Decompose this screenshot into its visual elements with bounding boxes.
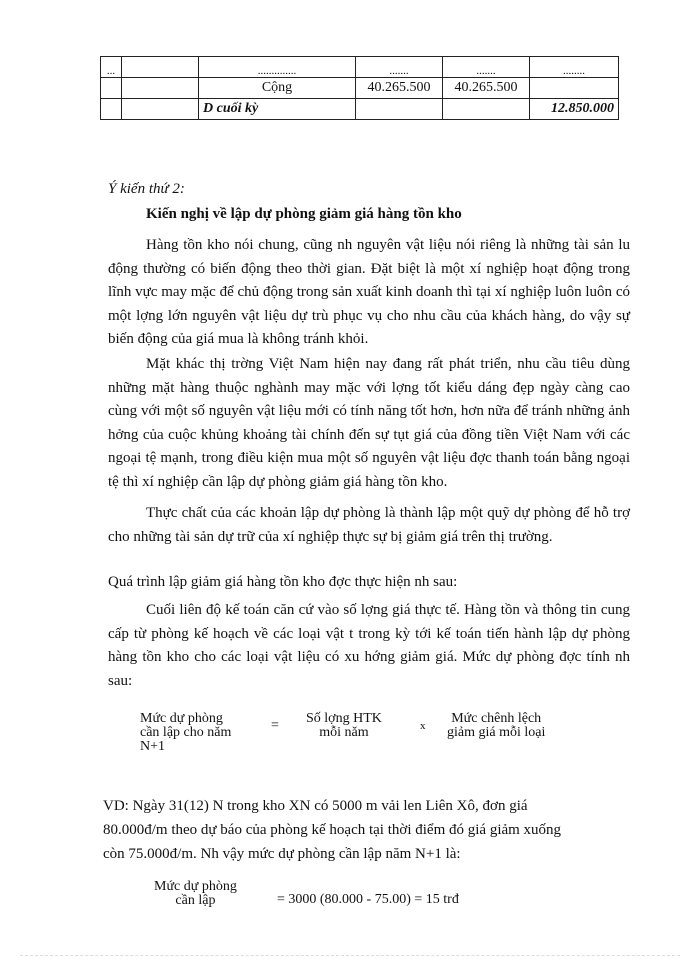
- paragraph-4: Quá trình lập giảm giá hàng tồn kho đợc thực hiện nh sau:: [108, 574, 458, 590]
- table-row: [101, 57, 619, 78]
- calc-left-line: Mức dự phòng: [154, 879, 237, 894]
- section-heading: Kiến nghị về lập dự phòng giảm giá hàng tồn kho: [146, 206, 462, 222]
- table-cell: .......: [443, 57, 530, 78]
- end-balance-label: D cuối kỳ: [199, 99, 356, 120]
- formula-right-line: Mức chênh lệch: [451, 711, 542, 726]
- table-cell: ..............: [199, 57, 356, 78]
- formula-right-line: giảm giá mỗi loại: [447, 725, 546, 740]
- formula-times: x: [420, 720, 426, 732]
- opinion-title: Ý kiến thứ 2:: [108, 181, 185, 197]
- formula-left-line: Mức dự phòng: [140, 711, 223, 726]
- total-label: Cộng: [199, 78, 356, 99]
- table-cell: ...: [101, 57, 122, 78]
- table-cell: ........: [530, 57, 619, 78]
- example-line-2: 80.000đ/m theo dự báo của phòng kế hoạch tại thời điểm đó giá giảm xuống: [103, 822, 562, 838]
- table-cell: [530, 78, 619, 99]
- table-cell: [122, 57, 199, 78]
- formula-left-line: cần lập cho năm: [140, 725, 232, 740]
- formula-middle-line: mỗi năm: [319, 725, 369, 740]
- total-row: [101, 78, 619, 99]
- calc-left-line: cần lập: [175, 893, 216, 908]
- end-balance-row: [101, 99, 619, 120]
- calc-right: = 3000 (80.000 - 75.00) = 15 trđ: [277, 892, 459, 907]
- table-cell: [356, 99, 443, 120]
- paragraph-5: Cuối liên độ kế toán căn cứ vào số lợng giá thực tế. Hàng tồn và thông tin cung cấp từ phòng kế hoạch về các loại vật t trong kỳ tới kế toán tiến hành lập dự phòng hàng tồn kho cho các loại vật liệu có xu hớng giảm giá. Mức dự phòng đợc tính nh sau:: [108, 602, 630, 689]
- end-balance-value: 12.850.000: [530, 99, 619, 120]
- paragraph-3: Thực chất của các khoản lập dự phòng là thành lập một quỹ dự phòng để hỗ trợ cho những tài sản dự trữ của xí nghiệp thực sự bị giảm giá trên thị trường.: [108, 505, 630, 545]
- table-cell: .......: [356, 57, 443, 78]
- formula-middle-line: Số lợng HTK: [306, 711, 382, 726]
- formula-right: [447, 712, 545, 740]
- table-cell: [443, 99, 530, 120]
- table-cell: [122, 99, 199, 120]
- example-line-3: còn 75.000đ/m. Nh vậy mức dự phòng cần lập năm N+1 là:: [103, 846, 461, 862]
- calc-left: [154, 880, 237, 908]
- paragraph-2: Mặt khác thị trờng Việt Nam hiện nay đang rất phát triển, nhu cầu tiêu dùng những mặt hàng thuộc nghành may mặc với lợng tốt kiểu dáng đẹp ngày càng cao cùng với một số nguyên vật liệu mới có tính năng tốt hơn, hơn nữa để tránh những ảnh hởng của cuộc khủng khoảng tài chính đến sự tụt giá của đồng tiền Việt Nam với các ngoại tệ mạnh, trong điều kiện mua một số nguyên vật liệu đợc thanh toán bằng ngoại tệ thì xí nghiệp cần lập dự phòng giảm giá hàng tồn kho.: [108, 356, 630, 490]
- formula-left-line: N+1: [140, 739, 166, 754]
- table-cell: [122, 78, 199, 99]
- table-cell: [101, 78, 122, 99]
- table-cell: [101, 99, 122, 120]
- formula-left: [140, 712, 231, 754]
- example-line-1: VD: Ngày 31(12) N trong kho XN có 5000 m vải len Liên Xô, đơn giá: [103, 798, 528, 814]
- formula-middle: [306, 712, 382, 740]
- page-divider: [20, 955, 680, 956]
- ledger-table: [100, 56, 619, 120]
- total-credit: 40.265.500: [443, 78, 530, 99]
- paragraph-1: Hàng tồn kho nói chung, cũng nh nguyên vật liệu nói riêng là những tài sản lu động thường có biến động theo thời gian. Đặt biệt là một xí nghiệp hoạt động trong lĩnh vực may mặc để chủ động trong sản xuất kinh doanh thì tại xí nghiệp luôn luôn có một lợng lớn nguyên vật liệu dự trù phục vụ cho nhu cầu của khách hàng, do vậy sự biến động của giá mua là không tránh khỏi.: [108, 237, 630, 347]
- total-debit: 40.265.500: [356, 78, 443, 99]
- formula-equals: =: [271, 718, 279, 733]
